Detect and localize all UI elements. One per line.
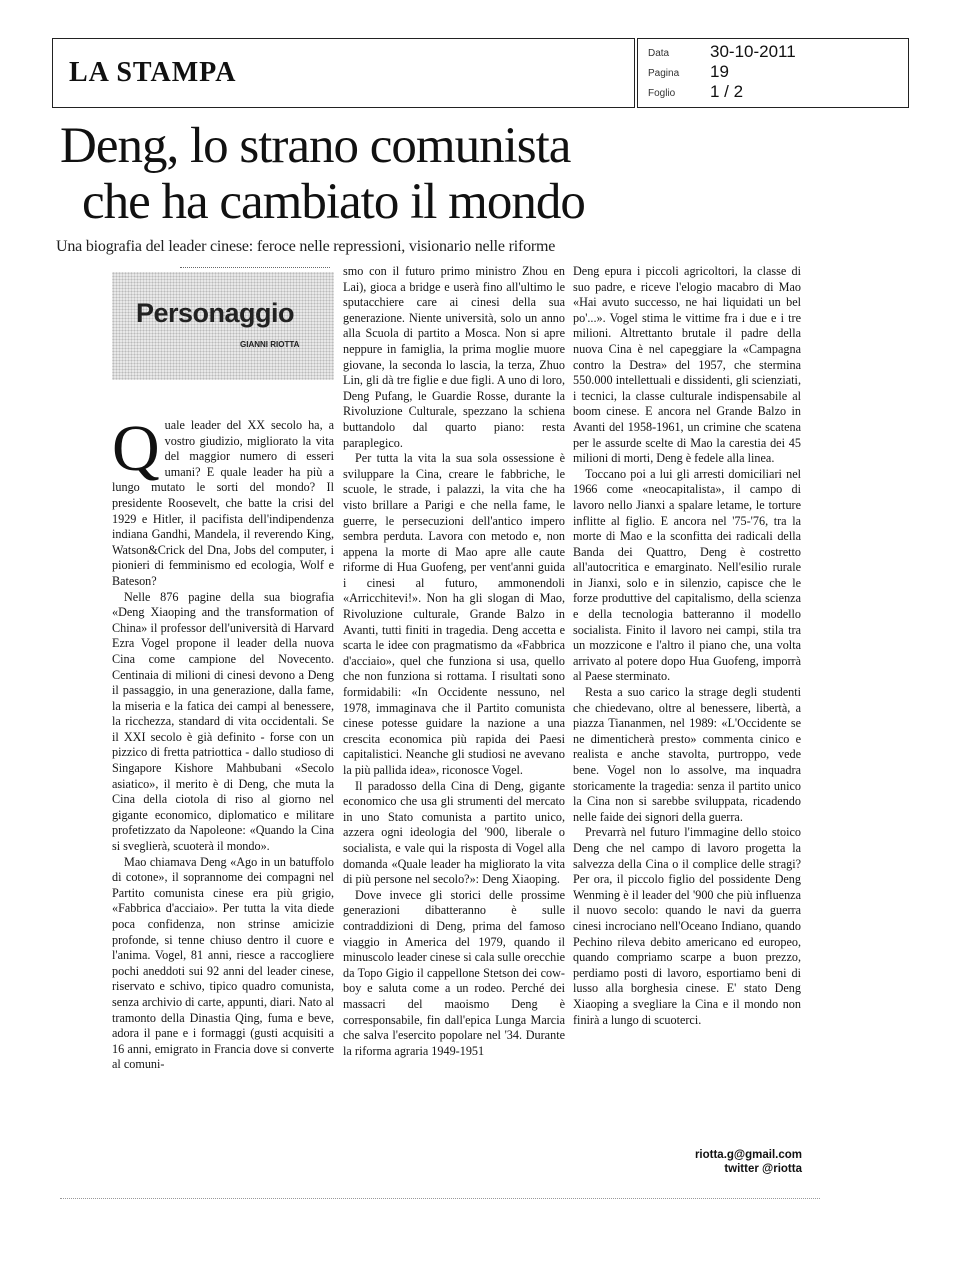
article-paragraph [112, 418, 334, 590]
author-contact [640, 1148, 802, 1176]
article-paragraph: Dove invece gli storici delle prossime generazioni dibatteranno è sulle contraddizioni di Deng, prima del famoso viaggio in America del 1979, quando il minuscolo leader cinese si cala sulle orecchie da Topo Gigio il cappellone Stetson dei cow-boy e saluta come a un rodeo. Perché dei massacri del maoismo Deng è corresponsabile, fin dall'epica Lunga Marcia che salva l'esercito popolare nel '34. Durante la riforma agraria 1949-1951 [343, 887, 565, 1058]
article-column-1 [112, 418, 334, 1178]
page-value: 19 [710, 62, 729, 81]
article-column-3 [573, 264, 801, 1166]
drop-cap: Q [112, 418, 160, 485]
article-headline [60, 118, 660, 230]
newspaper-masthead: LA STAMPA [69, 57, 237, 88]
article-paragraph: Mao chiamava Deng «Ago in un batuffolo di cotone», il soprannome dei compagni nel Partito comunista cinese era più grigio, «Fabbrica d'acciaio». Per tutta la vita diede poca confidenza, non strinse amicizie profonde, si tenne chiuso dentro il cuore e l'anima. Vogel, 81 anni, riesce a raccogliere pochi aneddoti sui 92 anni del leader cinese, riservato e schivo, tipico quadro comunista, senza archivio di carte, appunti, diari. Nato al tramonto della Dinastia Qing, fuma e beve, adora il pane e i formaggi (gusti acquisiti a 16 anni, emigrato in Francia dove si converte al comuni- [112, 854, 334, 1072]
sheet-label: Foglio [648, 88, 676, 99]
headline-line-1: Deng, lo strano comunista [60, 118, 571, 174]
page-bottom-rule [60, 1198, 820, 1199]
author-email[interactable]: riotta.g@gmail.com [694, 1149, 802, 1161]
article-paragraph: Prevarrà nel futuro l'immagine dello stoico Deng che nel campo di lavoro progetta la salvezza della Cina o il complice delle stragi? Per ora, il piccolo figlio del possidente Deng Wenming è il leader del '900 che più influenza il nuovo secolo: quando le navi da guerra cinesi incrociano nell'Oceano Indiano, quando Pechino rileva debito americano ed europeo, quando compriamo scarpe a buon prezzo, perdiamo posti di lavoro, esportiamo beni di lusso alla borghesia cinese. E' stato Deng Xiaoping a svegliare la Cina e il mondo non finirà a lungo di scuoterci. [573, 825, 801, 1027]
article-paragraph: Nelle 876 pagine della sua biografia «Deng Xiaoping and the transformation of China» il professor dell'università di Harvard Ezra Vogel propone il leader della nuova Cina come campione del Novecento. Centinaia di milioni di cinesi devono a Deng il passaggio, in una generazione, dalla fame, la miseria e la fatica dei campi al benessere, la ricchezza, standard di vita occidentali. Se il XXI secolo è già definito - forse con un pizzico di fretta patriottica - dallo studioso di Singapore Kishore Mahbubani «Secolo asiatico», il merito è di Deng, che muta la Cina della ciotola di riso al giorno nel gigante economico, diplomatico e militare profetizzato da Napoleone: «Quando la Cina si sveglierà, scuoterà il mondo». [112, 589, 334, 854]
headline-line-2: che ha cambiato il mondo [82, 174, 585, 230]
article-paragraph: smo con il futuro primo ministro Zhou en Lai), gioca a bridge e userà fino all'ultimo le sputacchiere care ai cinesi della sua generazione. Niente università, solo un anno alla Scuola di partito a Mosca. Non si apre neppure in famiglia, la prima moglie muore giovane, la seconda lo lascia, la terza, Zhuo Lin, gli dà tre figlie e due figli. A uno di loro, Deng Pufang, le Guardie Rosse, durante la Rivoluzione Culturale, spezzano la schiena buttandolo dal quarto piano: resta paraplegico. [343, 264, 565, 450]
author-byline: GIANNI RIOTTA [240, 340, 300, 349]
article-paragraph: Il paradosso della Cina di Deng, gigante economico che usa gli strumenti del mercato in uno Stato comunista a partito unico, azzera ogni ideologia del '900, liberale o socialista, e vale qui la risposta di Vogel alla domanda «Quale leader ha migliorato la vita di più persone nel secolo?»: Deng Xiaoping. [343, 778, 565, 887]
publication-meta-box [637, 38, 909, 108]
paragraph-text: uale leader del XX secolo ha, a vostro giudizio, migliorato la vita del maggior numero di esseri umani? E quale leader ha più a lungo mutato le sorti del mondo? Il presidente Roosevelt, che batte la crisi del 1929 e Hitler, il pacifista dell'indipendenza indiana Gandhi, Mandela, il reverendo King, Watson&Crick del Dna, Jobs del computer, i pionieri di femminismo ed ecologia, Wolf e Bateson? [112, 418, 334, 588]
author-twitter[interactable]: twitter @riotta [724, 1163, 802, 1175]
page-label: Pagina [648, 68, 680, 79]
article-column-2 [343, 264, 565, 1166]
date-label: Data [648, 48, 670, 59]
section-kicker-box [112, 272, 334, 380]
masthead-box [52, 38, 635, 108]
date-value: 30-10-2011 [710, 42, 796, 61]
article-paragraph: Toccano poi a lui gli arresti domiciliari nel 1966 come «neocapitalista», il campo di lavoro nello Jianxi a spalare letame, le torture inflitte al figlio. E ancora nel '75-'76, tra la morte di Mao e la sconfitta dei radicali della Banda dei Quattro, Deng è costretto all'autocritica e emarginato. Nell'esilio rurale in Jianxi, solo e in silenzio, capisce che le forze produttive del capitalismo, della scienza e della tecnologia batteranno il modello socialista. Finito il lavoro nei campi, stila tra un mozzicone e l'altro il piano che, una volta arrivato al potere dopo Hua Guofeng, imporrà al Paese sterminato. [573, 466, 801, 684]
sheet-value: 1 / 2 [710, 82, 744, 101]
article-paragraph: Per tutta la vita la sua sola ossessione è sviluppare la Cina, creare le fabbriche, le scuole, le strade, i palazzi, la vita che ha visto brillare a Parigi e che nella fame, le guerre, le persecuzioni dell'antico impero sembra perduta. Lavora con metodo e, non appena la morte di Mao apre alle caute riforme di Hua Guofeng, per vent'anni guida i cinesi al futuro, ammonendoli «Arricchitevi!». Non ha gli slogan di Mao, Rivoluzione culturale, Grande Balzo in Avanti, tutti finiti in tragedia. Deng accetta e scarta le idee con pragmatismo da «Fabbrica d'acciaio», quel che funziona si usa, quello che non funziona si rottama. I risultati sono formidabili: «In Occidente nessuno, nel 1978, immaginava che il Partito comunista cinese potesse guidare la nazione a una crescita economica più rapida dei Paesi capitalistici. Neanche gli studiosi ne avevano la più pallida idea», riconosce Vogel. [343, 451, 565, 777]
article-paragraph: Resta a suo carico la strage degli studenti che chiedevano, oltre al benessere, libertà, a piazza Tiananmen, nel 1989: «L'Occidente se ne dimenticherà presto» commenta cinico e realista e anche stavolta, purtroppo, vede bene. Vogel non lo assolve, ma inquadra storicamente la tragedia: senza il partito unico la Cina non si sarebbe sviluppata, ricadendo nelle faide dei signori della guerra. [573, 685, 801, 824]
section-kicker-title: Personaggio [136, 298, 295, 328]
article-paragraph: Deng epura i piccoli agricoltori, la classe di suo padre, e riceve l'elogio macabro di Mao «Hai avuto successo, ne hai liquidati un bel po'...». Vogel stima le vittime fra i due e i tre milioni. Altrettanto brutale il padre della nuova Cina è nel capeggiare la «Campagna contro la Destra» del 1957, che stermina 550.000 intellettuali e dissidenti, gli scienziati, i tecnici, la classe culturale indispensabile al boom cinese. E ancora nel Grande Balzo in Avanti del 1958-1961, un crimine che scatena per le assurde scelte di Mao la carestia dei 45 milioni di morti, Deng è fedele alla linea. [573, 264, 801, 466]
article-subheadline: Una biografia del leader cinese: feroce nelle repressioni, visionario nelle riforme [56, 238, 556, 255]
divider [180, 267, 330, 268]
